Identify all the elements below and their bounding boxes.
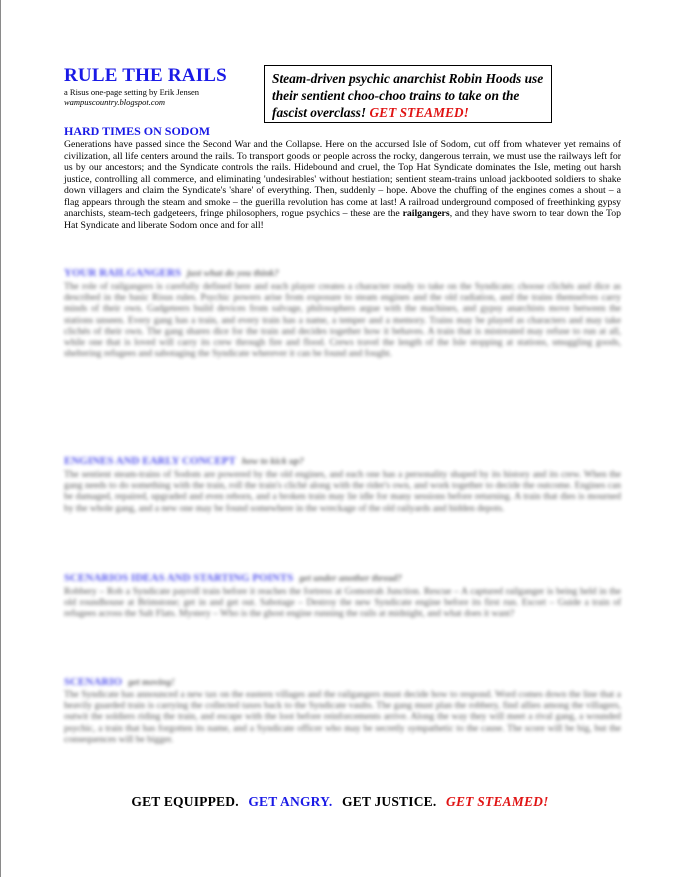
intro-text-after: , and they have sworn to tear down the Top Hat Syndicate and liberate Sodom once and for all! (64, 208, 621, 231)
railgangers-term: railgangers (402, 208, 450, 219)
section-heading: SCENARIO get moving! (64, 676, 175, 688)
section-heading: YOUR RAILGANGERS just what do you think? (64, 267, 279, 279)
document-title: RULE THE RAILS (64, 65, 227, 86)
tagline-steamed: GET STEAMED! (369, 105, 469, 120)
section-body: The role of railgangers is carefully defined here and each player creates a character ready to take on the Syndicate; choose clichés and dice as described in the basic Risus rules. Psychic powers arise from exposure to steam engines and the old radiation, and the trains themselves carry minds of their own. Gadgeteers build devices from salvage, philosophers argue with the machines, and gypsy anarchists move between the stations unseen. Every gang has a train, and every train has a name, a temper and a memory. Trains may be played as characters and may take clichés of their own. The gang shares dice for the train and decides together how it behaves. A train that is mistreated may refuse to run at all, while one that is loved will carry its crew through fire and flood. Crews travel the length of the Isle stopping at stations, smuggling goods, sheltering refugees and sabotaging the Syndicate wherever it can be found and fought. (64, 282, 621, 360)
tagline-text: Steam-driven psychic anarchist Robin Hoods use their sentient choo-choo trains to take on the fascist overclass! (272, 71, 544, 120)
intro-heading: HARD TIMES ON SODOM (64, 124, 211, 138)
footer-slogan (1, 794, 678, 810)
section-heading: ENGINES AND EARLY CONCEPT how to kick up? (64, 455, 304, 467)
intro-text-before: Generations have passed since the Second War and the Collapse. Here on the accursed Isle of Sodom, cut off from whatever yet remains of civilization, all life centers around the rails. To transport goods or people across the rocky, dangerous terrain, we must use the railways left for us by our ancestors; and the Syndicate controls the rails. Hidebound and cruel, the Top Hat Syndicate dominates the Isle, meting out harsh justice, controlling all commerce, and eliminating 'undesirables' without hestiation; sentient steam-trains unload jackbooted soldiers to shake down villagers and claim the Syndicate's 'share' of everything. Then, suddenly – hope. Above the chuffing of the engines comes a shout – a flag appears through the steam and smoke – the guerilla revolution has come at last! A railroad underground composed of freethinking gypsy anarchists, steam-tech gadgeteers, fringe philosophers, rogue psychics – these are the (64, 139, 621, 219)
blog-url: wampuscountry.blogspot.com (64, 97, 166, 107)
slogan-equipped: GET EQUIPPED. (131, 794, 239, 809)
author-credit (64, 87, 199, 107)
slogan-angry: GET ANGRY. (248, 794, 333, 809)
section-body: Robbery – Rob a Syndicate payroll train before it reaches the fortress at Gomorrah Junction. Rescue – A captured railganger is being held in the old roundhouse at Brimstone; get in and get out. Sabotage – Destroy the new Syndicate engine before its first run. Escort – Guide a train of refugees across the Salt Flats. Mystery – Who is the ghost engine running the rails at midnight, and what does it want? (64, 587, 621, 620)
slogan-steamed: GET STEAMED! (446, 794, 549, 809)
section-body: The Syndicate has announced a new tax on the eastern villages and the railgangers must decide how to respond. Word comes down the line that a heavily guarded train is carrying the collected taxes back to the Syndicate vaults. The gang must plan the robbery, find allies among the villagers, outwit the soldiers riding the train, and escape with the loot before reinforcements arrive. Along the way they will meet a rival gang, a wounded psychic, a train that has forgotten its name, and a Syndicate officer who may be secretly sympathetic to the cause. The score will be big, but the consequences will be bigger. (64, 690, 621, 745)
section-heading: SCENARIOS IDEAS AND STARTING POINTS get under another thread? (64, 572, 402, 584)
tagline-box (264, 65, 552, 123)
author-line: a Risus one-page setting by Erik Jensen (64, 87, 200, 97)
section-body: The sentient steam-trains of Sodom are powered by the old engines, and each one has a personality shaped by its history and its crew. When the gang needs to do something with the train, roll the train's cliché along with the rider's own, and work together to decide the outcome. Engines can be damaged, repaired, upgraded and even reborn, and a broken train may lie idle for many sessions before returning. A train that dies is mourned by the whole gang, and a new one may be found somewhere in the wreckage of the old railyards and hidden depots. (64, 470, 621, 514)
intro-paragraph (64, 139, 621, 231)
slogan-justice: GET JUSTICE. (342, 794, 437, 809)
